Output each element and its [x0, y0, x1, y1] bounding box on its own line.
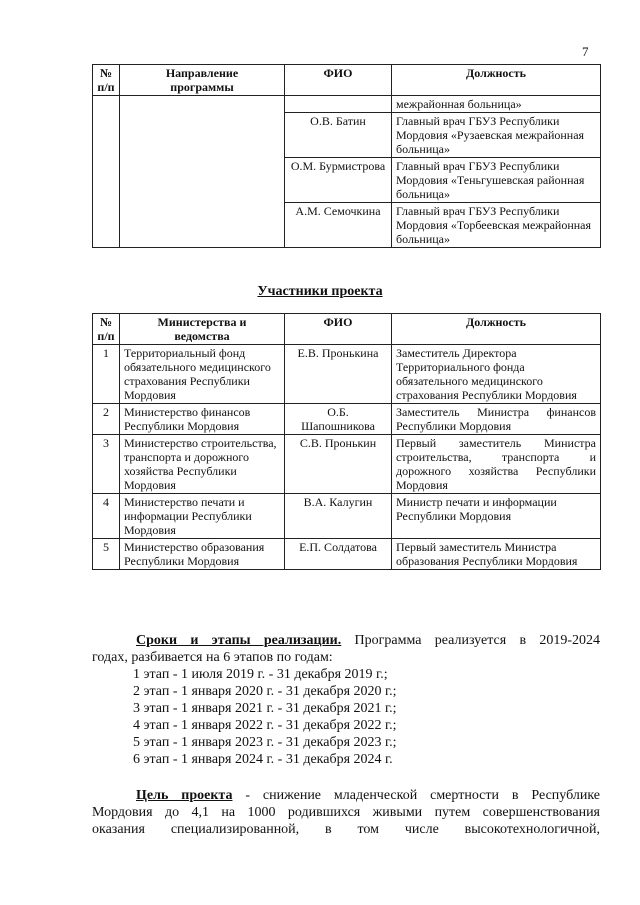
ministry-cell: Министерство финансов Республики Мордовия	[120, 404, 285, 435]
position-cell: Министр печати и информации Республики Мордовия	[392, 494, 601, 539]
position-cell: Первый заместитель Министра образования Республики Мордовия	[392, 539, 601, 570]
number-cell: 5	[93, 539, 120, 570]
table-row	[93, 539, 601, 570]
fio-cell: О.В. Батин	[285, 113, 392, 158]
direction-cell	[120, 96, 285, 248]
section-title: Участники проекта	[257, 284, 383, 299]
position-cell: межрайонная больница»	[392, 96, 601, 113]
stage-item: 6 этап - 1 января 2024 г. - 31 декабря 2024 г.	[133, 752, 393, 767]
ministry-cell: Министерство образования Республики Мордовия	[120, 539, 285, 570]
table-row	[93, 404, 601, 435]
table-header-row	[93, 314, 601, 345]
header-position: Должность	[392, 65, 601, 96]
fio-cell: С.В. Пронькин	[285, 435, 392, 494]
position-cell: Первый заместитель Министра строительства, транспорта и дорожного хозяйства Республики Мордовия	[392, 435, 601, 494]
stage-item: 3 этап - 1 января 2021 г. - 31 декабря 2021 г.;	[133, 701, 397, 716]
header-number: № п/п	[93, 314, 120, 345]
table-row	[93, 345, 601, 404]
fio-cell: А.М. Семочкина	[285, 203, 392, 248]
ministry-cell: Территориальный фонд обязательного медицинского страхования Республики Мордовия	[120, 345, 285, 404]
header-number: № п/п	[93, 65, 120, 96]
fio-cell: Е.П. Солдатова	[285, 539, 392, 570]
table-row	[93, 435, 601, 494]
number-cell: 2	[93, 404, 120, 435]
goal-line-2: Мордовия до 4,1 на 1000 родившихся живыми путем совершенствования	[92, 805, 600, 820]
ministry-cell: Министерство строительства, транспорта и дорожного хозяйства Республики Мордовия	[120, 435, 285, 494]
number-cell: 1	[93, 345, 120, 404]
stage-item: 1 этап - 1 июля 2019 г. - 31 декабря 2019 г.;	[133, 667, 388, 682]
number-cell	[93, 96, 120, 248]
position-cell: Заместитель Министра финансов Республики Мордовия	[392, 404, 601, 435]
position-cell: Главный врач ГБУЗ Республики Мордовия «Рузаевская межрайонная больница»	[392, 113, 601, 158]
number-cell: 3	[93, 435, 120, 494]
participants-table	[92, 313, 601, 570]
goal-line-3: оказания специализированной, в том числе высокотехнологичной,	[92, 822, 600, 837]
stage-item: 4 этап - 1 января 2022 г. - 31 декабря 2022 г.;	[133, 718, 397, 733]
table-header-row	[93, 65, 601, 96]
table-row	[93, 96, 601, 113]
page-number: 7	[582, 44, 589, 59]
header-position: Должность	[392, 314, 601, 345]
fio-cell: В.А. Калугин	[285, 494, 392, 539]
stage-item: 5 этап - 1 января 2023 г. - 31 декабря 2023 г.;	[133, 735, 397, 750]
terms-line-2: годах, разбивается на 6 этапов по годам:	[92, 650, 333, 665]
terms-paragraph	[92, 632, 600, 666]
header-fio: ФИО	[285, 314, 392, 345]
terms-label: Сроки и этапы реализации.	[136, 633, 342, 648]
fio-cell	[285, 96, 392, 113]
table-row	[93, 494, 601, 539]
fio-cell: О.М. Бурмистрова	[285, 158, 392, 203]
position-cell: Заместитель Директора Территориального фонда обязательного медицинского страхования Республики Мордовия	[392, 345, 601, 404]
terms-line-1	[92, 632, 600, 649]
goal-label: Цель проекта	[136, 788, 233, 803]
goal-line-1	[92, 787, 600, 804]
terms-text-1: Программа реализуется в 2019-2024	[354, 633, 601, 648]
ministry-cell: Министерство печати и информации Республики Мордовия	[120, 494, 285, 539]
fio-cell: Е.В. Пронькина	[285, 345, 392, 404]
position-cell: Главный врач ГБУЗ Республики Мордовия «Теньгушевская районная больница»	[392, 158, 601, 203]
stage-item: 2 этап - 1 января 2020 г. - 31 декабря 2020 г.;	[133, 684, 397, 699]
program-direction-table	[92, 64, 601, 248]
header-ministry: Министерства и ведомства	[120, 314, 285, 345]
number-cell: 4	[93, 494, 120, 539]
position-cell: Главный врач ГБУЗ Республики Мордовия «Торбеевская межрайонная больница»	[392, 203, 601, 248]
goal-text-1: - снижение младенческой смертности в Республике	[245, 788, 601, 803]
goal-paragraph	[92, 787, 600, 838]
header-fio: ФИО	[285, 65, 392, 96]
header-direction: Направление программы	[120, 65, 285, 96]
fio-cell: О.Б. Шапошникова	[285, 404, 392, 435]
